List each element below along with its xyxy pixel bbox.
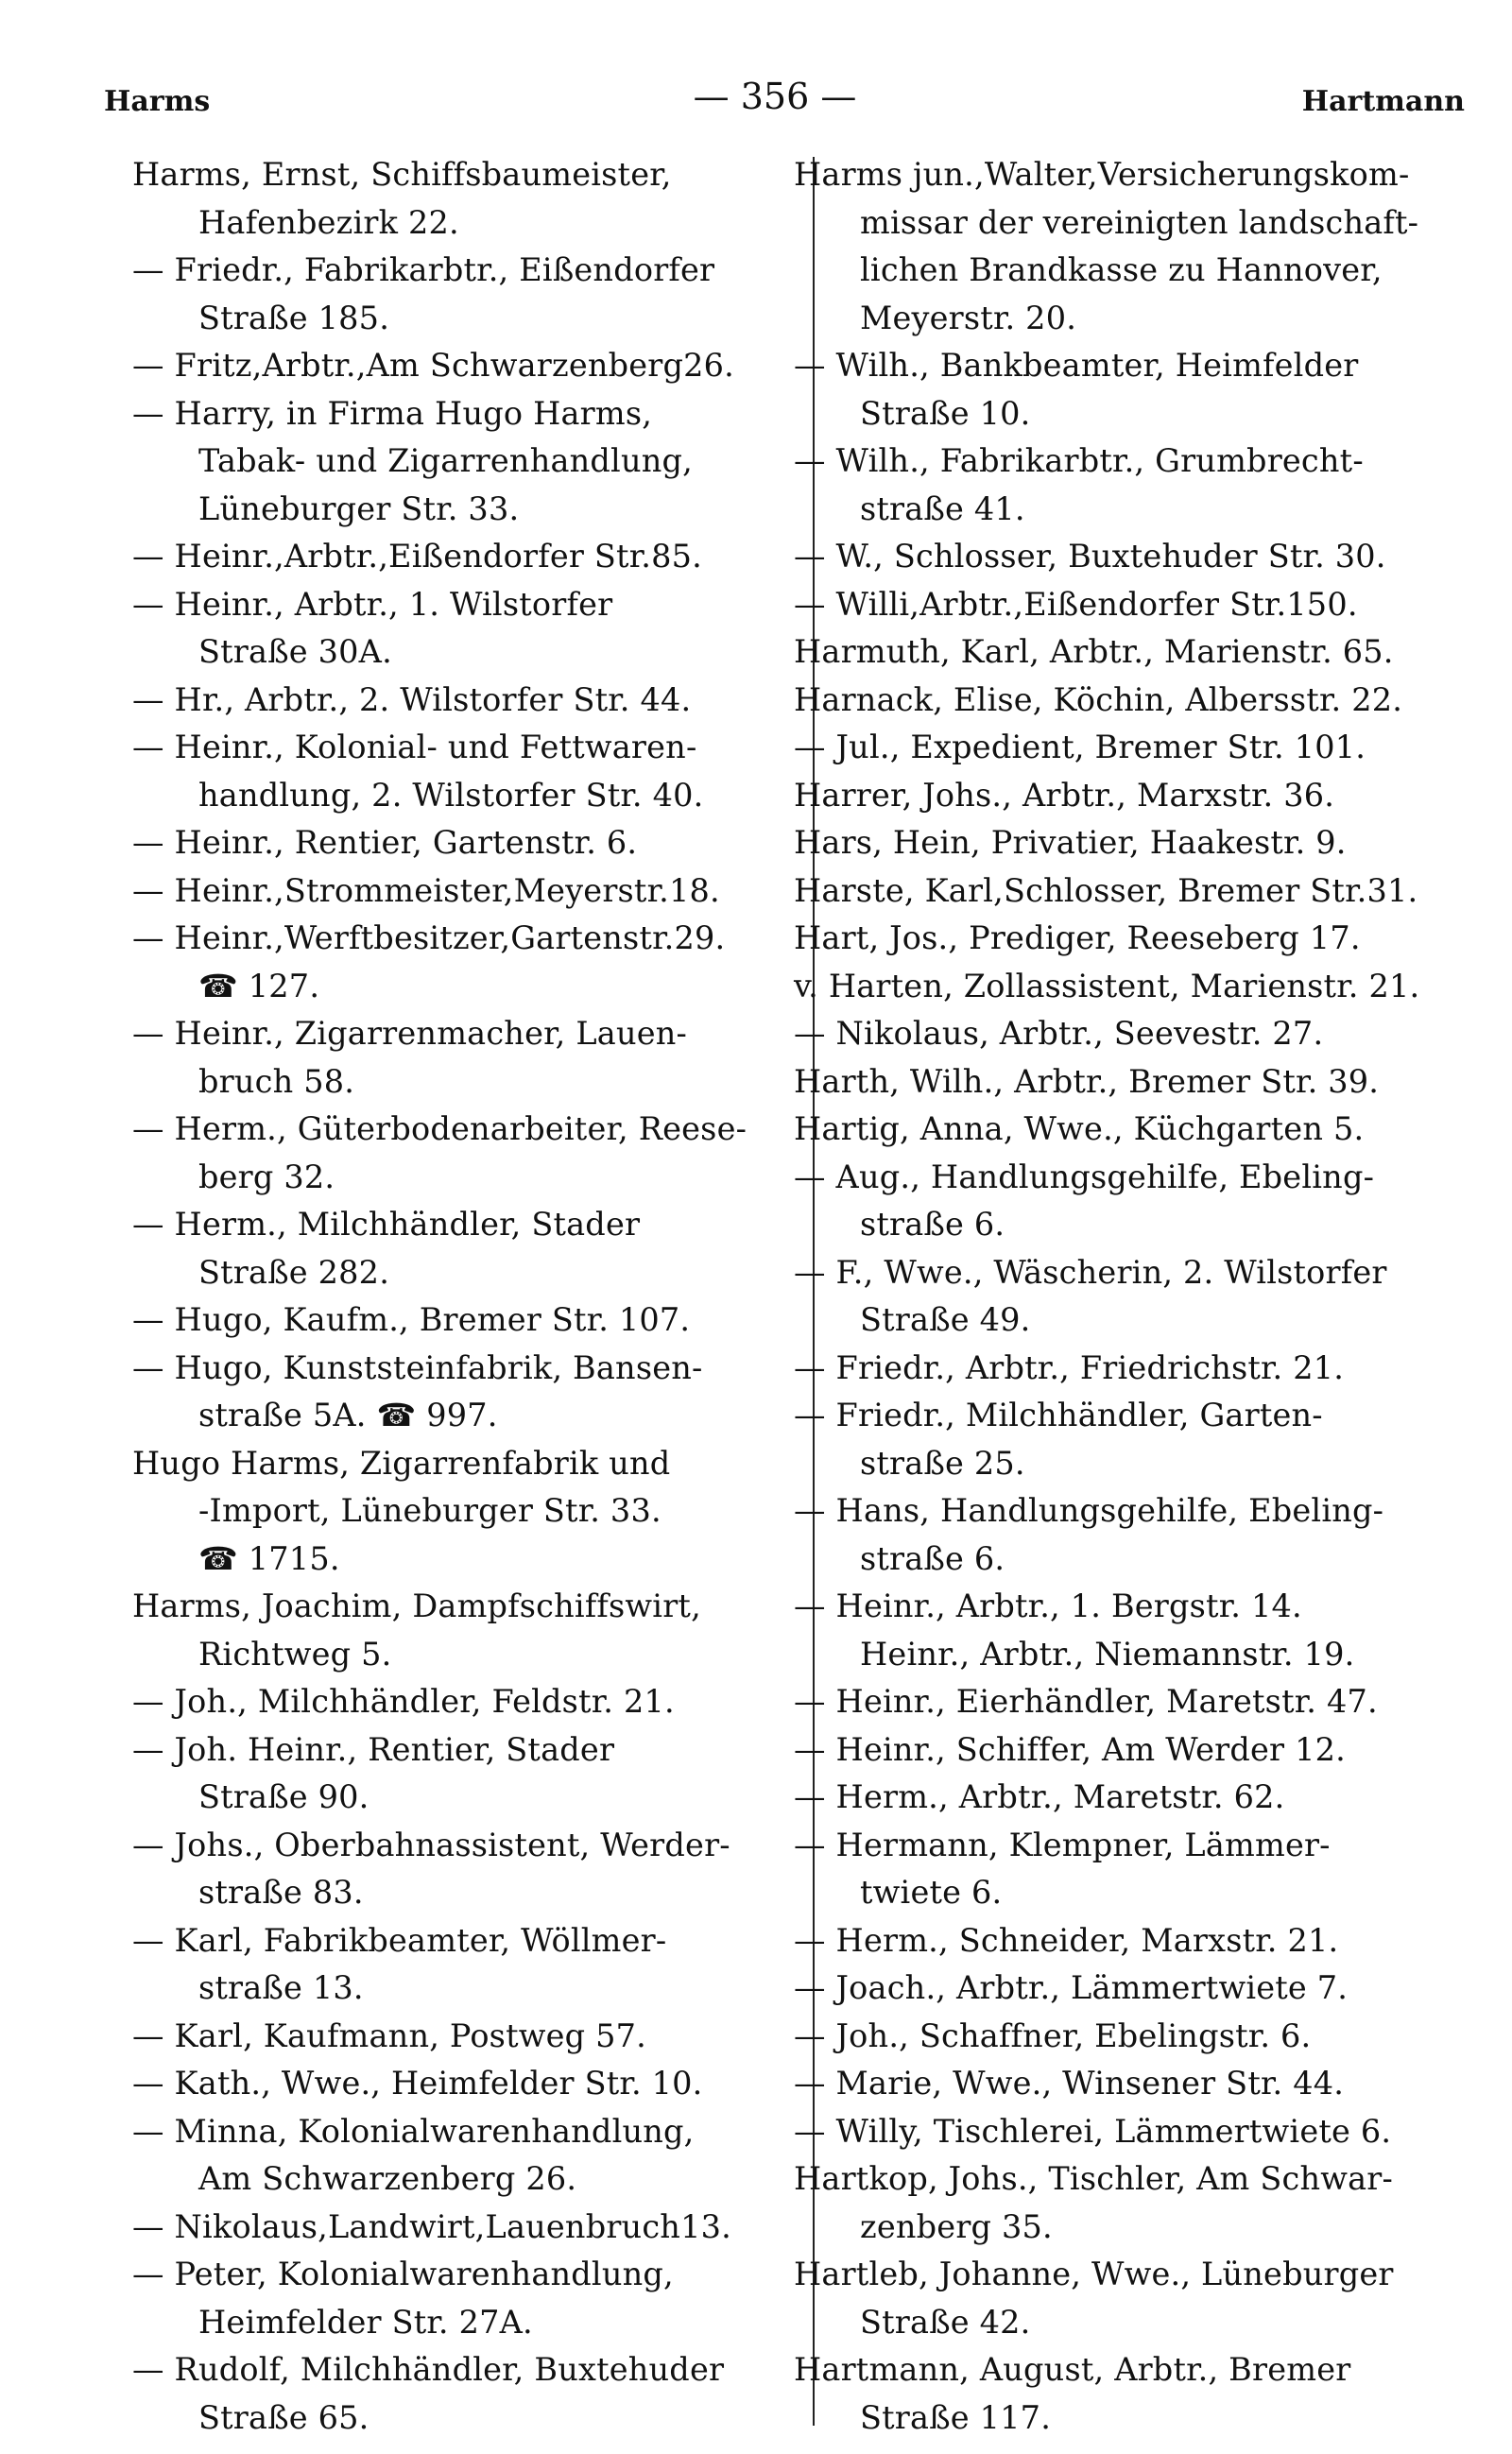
directory-line: lichen Brandkasse zu Hannover, — [860, 251, 1383, 288]
directory-line: Straße 42. — [860, 2303, 1031, 2341]
directory-line: Hartleb, Johanne, Wwe., Lüneburger — [794, 2256, 1394, 2292]
directory-line: — Willi,Arbtr.,Eißendorfer Str.150. — [794, 585, 1358, 623]
directory-line: Harmuth, Karl, Arbtr., Marienstr. 65. — [794, 633, 1394, 670]
directory-line: — Joh., Schaffner, Ebelingstr. 6. — [794, 2016, 1312, 2054]
directory-line: ☎ 1715. — [198, 1539, 340, 1577]
directory-line: Straße 282. — [198, 1253, 390, 1291]
directory-line: — Friedr., Milchhändler, Garten- — [794, 1397, 1323, 1433]
directory-line: — W., Schlosser, Buxtehuder Str. 30. — [794, 538, 1386, 575]
directory-line: Am Schwarzenberg 26. — [198, 2160, 577, 2197]
directory-line: Straße 30A. — [198, 633, 392, 670]
directory-line: — Jul., Expedient, Bremer Str. 101. — [794, 729, 1366, 765]
left-column — [132, 151, 775, 2436]
directory-line: — Joh., Milchhändler, Feldstr. 21. — [132, 1683, 675, 1720]
directory-line: — Heinr., Eierhändler, Maretstr. 47. — [794, 1683, 1378, 1720]
directory-line: straße 6. — [860, 1539, 1005, 1577]
directory-line: — Heinr., Kolonial- und Fettwaren- — [132, 729, 697, 765]
directory-line: — Peter, Kolonialwarenhandlung, — [132, 2256, 674, 2292]
directory-line: — Hugo, Kaufm., Bremer Str. 107. — [132, 1301, 691, 1338]
directory-line: straße 41. — [860, 489, 1025, 527]
directory-line: missar der vereinigten landschaft- — [860, 203, 1419, 241]
directory-line: straße 13. — [198, 1969, 364, 2006]
directory-line: Harste, Karl,Schlosser, Bremer Str.31. — [794, 871, 1418, 909]
directory-line: berg 32. — [198, 1158, 335, 1195]
directory-line: Meyerstr. 20. — [860, 299, 1077, 336]
directory-line: Lüneburger Str. 33. — [198, 489, 520, 527]
columns — [57, 151, 1474, 2436]
directory-line: — Karl, Kaufmann, Postweg 57. — [132, 2016, 647, 2054]
directory-line: — Marie, Wwe., Winsener Str. 44. — [794, 2065, 1345, 2102]
directory-line: Hart, Jos., Prediger, Reeseberg 17. — [794, 919, 1361, 956]
directory-line: — Hans, Handlungsgehilfe, Ebeling- — [794, 1492, 1384, 1529]
directory-line: Richtweg 5. — [198, 1635, 392, 1673]
directory-line: -Import, Lüneburger Str. 33. — [198, 1492, 662, 1529]
directory-line: — Friedr., Fabrikarbtr., Eißendorfer — [132, 251, 715, 288]
directory-line: Harms jun.,Walter,Versicherungskom- — [794, 156, 1410, 193]
directory-line: Tabak- und Zigarrenhandlung, — [198, 442, 694, 479]
directory-line: twiete 6. — [860, 1874, 1003, 1911]
directory-line: — Willy, Tischlerei, Lämmertwiete 6. — [794, 2112, 1392, 2150]
directory-line: straße 83. — [198, 1874, 364, 1911]
directory-line: Hartig, Anna, Wwe., Küchgarten 5. — [794, 1110, 1365, 1147]
directory-line: — Johs., Oberbahnassistent, Werder- — [132, 1826, 730, 1863]
directory-line: — F., Wwe., Wäscherin, 2. Wilstorfer — [794, 1253, 1387, 1291]
directory-line: ☎ 127. — [198, 967, 320, 1004]
directory-line: — Rudolf, Milchhändler, Buxtehuder — [132, 2351, 725, 2388]
directory-line: — Joh. Heinr., Rentier, Stader — [132, 1730, 615, 1768]
directory-line: — Hugo, Kunststeinfabrik, Bansen- — [132, 1348, 703, 1386]
directory-line: bruch 58. — [198, 1062, 355, 1100]
page-number: — 356 — — [693, 76, 857, 117]
directory-line: Straße 65. — [198, 2398, 369, 2436]
directory-line: Straße 185. — [198, 299, 390, 336]
directory-line: Harnack, Elise, Köchin, Albersstr. 22. — [794, 680, 1403, 718]
directory-line: — Heinr.,Werftbesitzer,Gartenstr.29. — [132, 919, 726, 956]
directory-line: — Nikolaus,Landwirt,Lauenbruch13. — [132, 2207, 731, 2245]
directory-line: — Wilh., Fabrikarbtr., Grumbrecht- — [794, 442, 1364, 479]
directory-line: Hars, Hein, Privatier, Haakestr. 9. — [794, 824, 1347, 861]
directory-line: — Hr., Arbtr., 2. Wilstorfer Str. 44. — [132, 680, 692, 718]
directory-line: Straße 90. — [198, 1778, 369, 1815]
directory-line: Hartmann, August, Arbtr., Bremer — [794, 2351, 1351, 2388]
directory-line: — Kath., Wwe., Heimfelder Str. 10. — [132, 2065, 703, 2102]
directory-line: Straße 49. — [860, 1301, 1031, 1338]
directory-line: — Herm., Schneider, Marxstr. 21. — [794, 1921, 1339, 1959]
directory-line: — Heinr.,Arbtr.,Eißendorfer Str.85. — [132, 538, 702, 575]
directory-line: — Heinr., Arbtr., 1. Wilstorfer — [132, 585, 613, 623]
directory-line: — Heinr., Schiffer, Am Werder 12. — [794, 1730, 1346, 1768]
directory-line: Heimfelder Str. 27A. — [198, 2303, 533, 2341]
directory-line: Hugo Harms, Zigarrenfabrik und — [132, 1444, 671, 1482]
directory-line: — Herm., Güterbodenarbeiter, Reese- — [132, 1110, 747, 1147]
directory-line: — Heinr., Rentier, Gartenstr. 6. — [132, 824, 638, 861]
directory-line: handlung, 2. Wilstorfer Str. 40. — [198, 776, 704, 814]
running-head-right: Hartmann — [1301, 85, 1465, 118]
directory-line: Straße 10. — [860, 394, 1031, 432]
directory-line: straße 5A. ☎ 997. — [198, 1397, 498, 1433]
directory-line: — Heinr., Zigarrenmacher, Lauen- — [132, 1015, 688, 1052]
directory-line: Harth, Wilh., Arbtr., Bremer Str. 39. — [794, 1062, 1380, 1100]
directory-line: Hartkop, Johs., Tischler, Am Schwar- — [794, 2160, 1394, 2197]
directory-line: — Herm., Arbtr., Maretstr. 62. — [794, 1778, 1285, 1815]
directory-line: — Heinr.,Strommeister,Meyerstr.18. — [132, 871, 720, 909]
directory-line: zenberg 35. — [860, 2207, 1053, 2245]
directory-line: — Karl, Fabrikbeamter, Wöllmer- — [132, 1921, 667, 1959]
directory-line: — Wilh., Bankbeamter, Heimfelder — [794, 347, 1359, 384]
directory-line: — Fritz,Arbtr.,Am Schwarzenberg26. — [132, 347, 735, 384]
directory-line: Straße 117. — [860, 2398, 1052, 2436]
directory-line: — Hermann, Klempner, Lämmer- — [794, 1826, 1331, 1863]
directory-line: Harms, Ernst, Schiffsbaumeister, — [132, 156, 672, 193]
directory-line: straße 25. — [860, 1444, 1025, 1482]
directory-line: — Joach., Arbtr., Lämmertwiete 7. — [794, 1969, 1349, 2006]
directory-line: v. Harten, Zollassistent, Marienstr. 21. — [794, 967, 1420, 1004]
directory-line: Harrer, Johs., Arbtr., Marxstr. 36. — [794, 776, 1335, 814]
directory-line: — Minna, Kolonialwarenhandlung, — [132, 2112, 695, 2150]
directory-line: — Friedr., Arbtr., Friedrichstr. 21. — [794, 1348, 1345, 1386]
page-header — [76, 66, 1474, 161]
directory-line: Hafenbezirk 22. — [198, 203, 459, 241]
directory-line: Heinr., Arbtr., Niemannstr. 19. — [860, 1635, 1355, 1673]
directory-line: straße 6. — [860, 1206, 1005, 1243]
directory-line: Harms, Joachim, Dampfschiffswirt, — [132, 1587, 701, 1624]
running-head-left: Harms — [104, 85, 211, 118]
directory-line: — Heinr., Arbtr., 1. Bergstr. 14. — [794, 1587, 1302, 1624]
directory-line: — Aug., Handlungsgehilfe, Ebeling- — [794, 1158, 1375, 1195]
directory-line: — Harry, in Firma Hugo Harms, — [132, 394, 653, 432]
directory-line: — Nikolaus, Arbtr., Seevestr. 27. — [794, 1015, 1324, 1052]
right-column — [794, 151, 1474, 2436]
directory-line: — Herm., Milchhändler, Stader — [132, 1206, 641, 1243]
